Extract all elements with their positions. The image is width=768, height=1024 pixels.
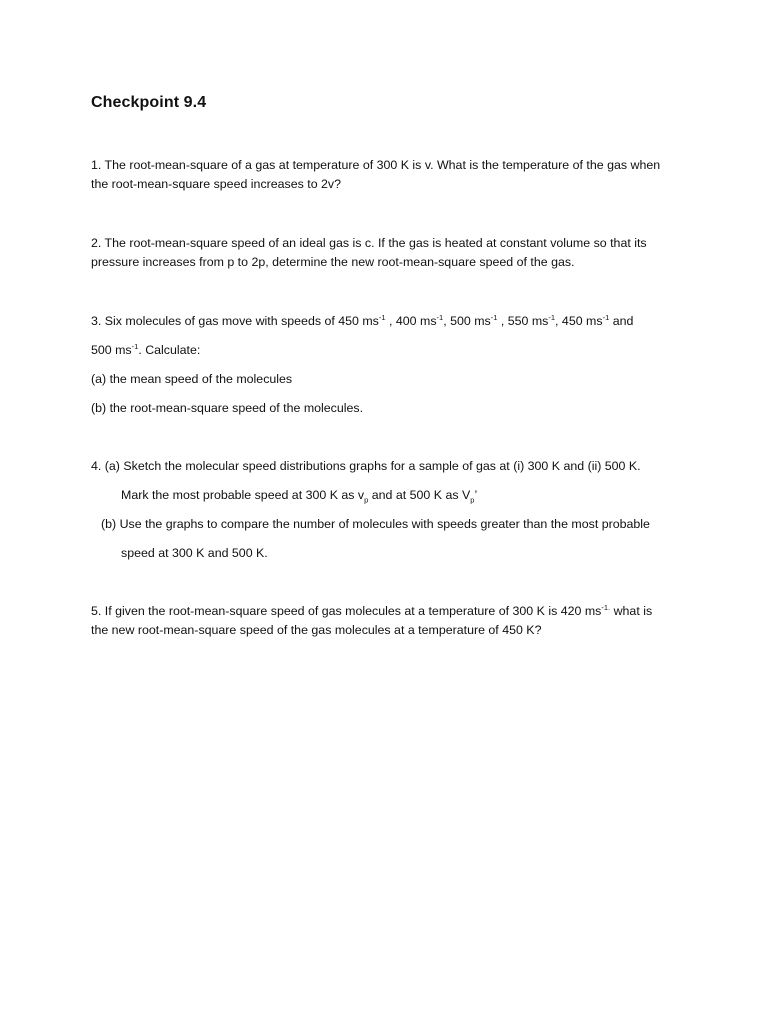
q1-line-2: the root-mean-square speed increases to 2v?	[91, 177, 342, 191]
q3-and: and	[609, 314, 634, 328]
q3-speed-1: 450 ms	[338, 314, 379, 328]
q3-part-b: (b) the root-mean-square speed of the molecules.	[91, 401, 364, 415]
q1-line-1: 1. The root-mean-square of a gas at temperature of 300 K is v. What is the temperature of the gas when	[91, 158, 661, 172]
q3-line-1	[91, 313, 633, 329]
unit-exponent: -1	[378, 312, 386, 322]
unit-exponent: -1	[548, 312, 556, 322]
q5-line-2: the new root-mean-square speed of the gas molecules at a temperature of 450 K?	[91, 623, 542, 637]
q4-part-a-line-2	[121, 487, 477, 503]
q2-line-2: pressure increases from p to 2p, determine the new root-mean-square speed of the gas.	[91, 255, 575, 269]
q3-speed-5: , 450 ms	[555, 314, 603, 328]
page-title: Checkpoint 9.4	[91, 94, 207, 111]
q3-speed-2: , 400 ms	[385, 314, 437, 328]
unit-exponent: -1	[131, 341, 139, 351]
q3-part-a: (a) the mean speed of the molecules	[91, 372, 293, 386]
q4-part-b-line-2: speed at 300 K and 500 K.	[121, 546, 268, 560]
unit-exponent: -1	[602, 312, 610, 322]
q2-line-1: 2. The root-mean-square speed of an ideal gas is c. If the gas is heated at constant volume so that its	[91, 236, 647, 250]
q5-line-1	[91, 603, 652, 619]
q3-line-2	[91, 342, 200, 358]
q4-mark-300k: Mark the most probable speed at 300 K as v	[121, 488, 365, 502]
q3-speed-4: , 550 ms	[497, 314, 549, 328]
subscript-p: p	[470, 495, 475, 505]
unit-exponent: -1.	[601, 602, 611, 612]
q3-calculate: . Calculate:	[138, 343, 201, 357]
unit-exponent: -1	[490, 312, 498, 322]
unit-exponent: -1	[436, 312, 444, 322]
q3-speed-3: , 500 ms	[443, 314, 491, 328]
q4-part-a-line-1: 4. (a) Sketch the molecular speed distributions graphs for a sample of gas at (i) 300 K and (ii) 500 K.	[91, 459, 641, 473]
q4-mark-500k: and at 500 K as V	[368, 488, 471, 502]
q5-text: 5. If given the root-mean-square speed of gas molecules at a temperature of 300 K is 420 ms	[91, 604, 602, 618]
subscript-p: p	[364, 495, 369, 505]
q4-prime: ’	[474, 488, 478, 502]
q5-what-is: what is	[610, 604, 653, 618]
q3-speed-6: 500 ms	[91, 343, 132, 357]
q4-part-b-line-1: (b) Use the graphs to compare the number of molecules with speeds greater than the most probable	[101, 517, 650, 531]
q3-prefix: 3. Six molecules of gas move with speeds of	[91, 314, 339, 328]
